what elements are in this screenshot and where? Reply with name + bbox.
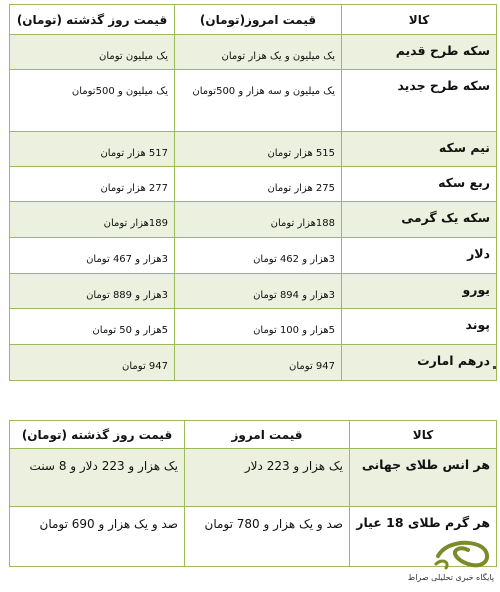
- item-name: دلار: [342, 238, 497, 274]
- price-yesterday: یک میلیون تومان: [10, 35, 175, 70]
- price-today: 3هزار و 462 تومان: [175, 238, 342, 274]
- price-yesterday: 189هزار تومان: [10, 202, 175, 238]
- table-row: [10, 274, 497, 309]
- header-today: قیمت امروز(تومان): [175, 5, 342, 35]
- item-name: هر گرم طلای 18 عیار: [350, 507, 497, 567]
- price-today: 5هزار و 100 تومان: [175, 309, 342, 345]
- table-row: [10, 238, 497, 274]
- price-yesterday: یک هزار و 223 دلار و 8 سنت: [10, 449, 185, 507]
- price-today: 3هزار و 894 تومان: [175, 274, 342, 309]
- table-row: [10, 167, 497, 202]
- item-name: ربع سکه: [342, 167, 497, 202]
- item-name: نیم سکه: [342, 132, 497, 167]
- table-row: [10, 309, 497, 345]
- header-yesterday: قیمت روز گذشته (تومان): [10, 421, 185, 449]
- price-today: یک هزار و 223 دلار: [185, 449, 350, 507]
- item-name: سکه طرح جدید: [342, 70, 497, 132]
- item-name: درهم امارت: [342, 345, 497, 381]
- price-yesterday: یک میلیون و 500تومان: [10, 70, 175, 132]
- price-yesterday: 277 هزار تومان: [10, 167, 175, 202]
- item-name: یورو: [342, 274, 497, 309]
- price-today: 947 تومان: [175, 345, 342, 381]
- price-today: یک میلیون و سه هزار و 500تومان: [175, 70, 342, 132]
- header-item: کالا: [342, 5, 497, 35]
- logo-caption: پایگاه خبری تحلیلی صراط: [407, 573, 494, 582]
- price-yesterday: 3هزار و 889 تومان: [10, 274, 175, 309]
- price-yesterday: 5هزار و 50 تومان: [10, 309, 175, 345]
- item-name: سکه یک گرمی: [342, 202, 497, 238]
- price-today: 275 هزار تومان: [175, 167, 342, 202]
- table-header-row: [10, 421, 497, 449]
- logo-calligraphy-stroke: [436, 561, 447, 568]
- price-yesterday: 3هزار و 467 تومان: [10, 238, 175, 274]
- table-header-row: [10, 5, 497, 35]
- table-row: [10, 345, 497, 381]
- price-yesterday: 517 هزار تومان: [10, 132, 175, 167]
- item-name: پوند: [342, 309, 497, 345]
- price-today: یک میلیون و یک هزار تومان: [175, 35, 342, 70]
- price-yesterday: صد و یک هزار و 690 تومان: [10, 507, 185, 567]
- table-row: [10, 35, 497, 70]
- table-row: [10, 132, 497, 167]
- price-today: 188هزار تومان: [175, 202, 342, 238]
- price-today: صد و یک هزار و 780 تومان: [185, 507, 350, 567]
- price-table-currency: [9, 4, 497, 381]
- item-name: سکه طرح قدیم: [342, 35, 497, 70]
- header-item: کالا: [350, 421, 497, 449]
- header-yesterday: قیمت روز گذشته (تومان): [10, 5, 175, 35]
- price-yesterday: 947 تومان: [10, 345, 175, 381]
- header-today: قیمت امروز: [185, 421, 350, 449]
- table-row: [10, 70, 497, 132]
- price-today: 515 هزار تومان: [175, 132, 342, 167]
- table-row: [10, 202, 497, 238]
- stray-dot: [493, 366, 496, 369]
- item-name: هر انس طلای جهانی: [350, 449, 497, 507]
- table-row: [10, 449, 497, 507]
- site-logo-watermark: [376, 536, 496, 588]
